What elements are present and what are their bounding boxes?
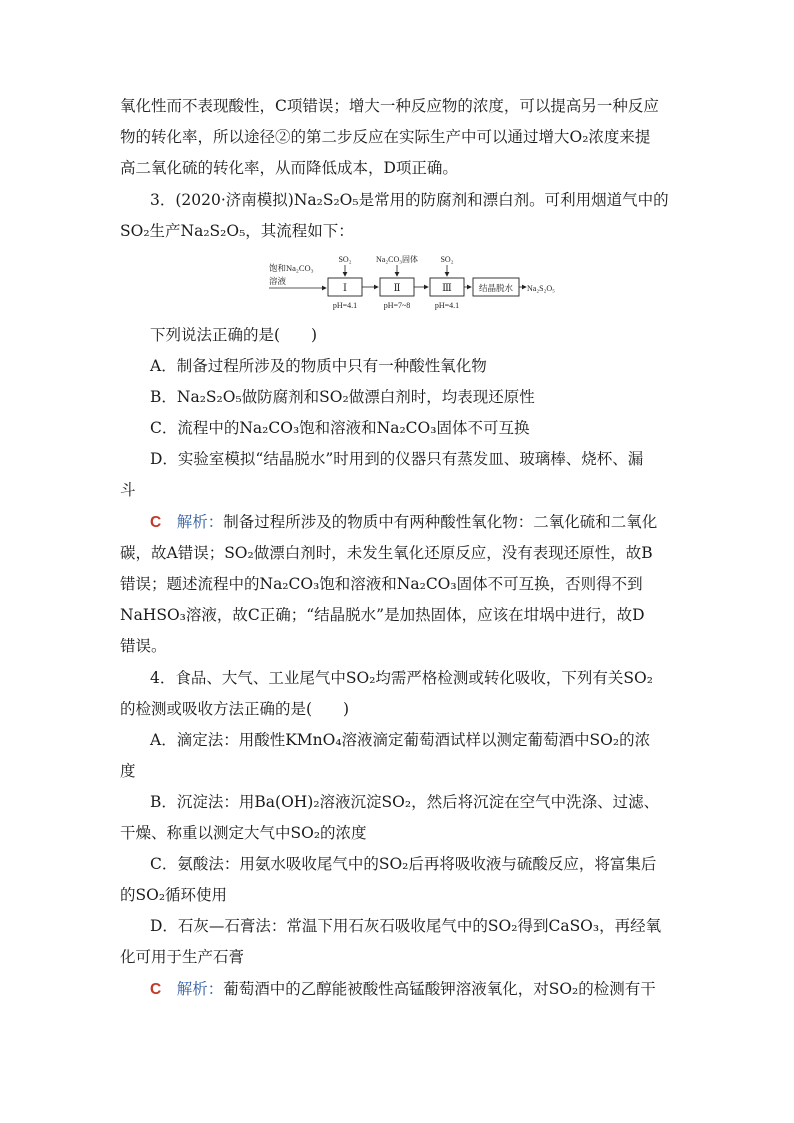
flow-reagent-label: Na₂CO₃固体 [375,255,419,264]
flow-ph-label: pH=7~8 [383,301,411,310]
question-4-stem: 的检测或吸收方法正确的是( ) [120,700,350,718]
process-flow-diagram [266,252,566,314]
option-d: D．石灰—石膏法：常温下用石灰石吸收尾气中的SO₂得到CaSO₃，再经氧 [150,917,662,935]
analysis-text: 制备过程所涉及的物质中有两种酸性氧化物：二氧化硫和二氧化 [223,513,658,531]
flow-box-label: Ⅱ [393,283,401,294]
question-4-stem: 4．食品、大气、工业尾气中SO₂均需严格检测或转化吸收，下列有关SO₂ [150,669,653,687]
answer-letter: C [150,981,162,998]
option-a: A．制备过程所涉及的物质中只有一种酸性氧化物 [150,357,487,375]
option-a: 度 [120,762,136,780]
text-line: 高二氧化硫的转化率，从而降低成本，D项正确。 [120,159,458,177]
option-b: B．Na₂S₂O₅做防腐剂和SO₂做漂白剂时，均表现还原性 [150,388,535,406]
text-line: 氧化性而不表现酸性，C项错误；增大一种反应物的浓度，可以提高另一种反应 [120,97,659,115]
flow-reagent-label: SO₂ [440,255,454,264]
flow-ph-label: pH=4.1 [434,301,460,310]
analysis-text: NaHSO₃溶液，故C正确；“结晶脱水”是加热固体，应该在坩埚中进行，故D [120,606,645,624]
analysis-text: 错误。 [120,637,167,655]
analysis-label: 解析： [176,980,224,998]
answer-analysis-4 [150,979,656,1000]
text-line: 物的转化率，所以途径②的第二步反应在实际生产中可以通过增大O₂浓度来提 [120,128,651,146]
flow-input-label: 溶液 [269,276,287,286]
analysis-label: 解析： [176,513,224,531]
option-d: D．实验室模拟“结晶脱水”时用到的仪器只有蒸发皿、玻璃棒、烧杯、漏 [150,450,644,468]
flow-reagent-label: SO₂ [338,255,352,264]
option-c: 的SO₂循环使用 [120,886,228,904]
answer-analysis-3 [150,512,657,533]
flow-box-label: 结晶脱水 [478,283,514,293]
option-d: 化可用于生产石膏 [120,948,245,966]
flow-box-label: Ⅲ [442,283,452,294]
question-3-stem: SO₂生产Na₂S₂O₅，其流程如下： [120,222,354,240]
option-c: C．氨酸法：用氨水吸收尾气中的SO₂后再将吸收液与硫酸反应，将富集后 [150,855,657,873]
option-b: B．沉淀法：用Ba(OH)₂溶液沉淀SO₂，然后将沉淀在空气中洗涤、过滤、 [150,793,660,811]
option-b: 干燥、称重以测定大气中SO₂的浓度 [120,824,367,842]
option-a: A．滴定法：用酸性KMnO₄溶液滴定葡萄酒试样以测定葡萄酒中SO₂的浓 [150,731,651,749]
analysis-text: 葡萄酒中的乙醇能被酸性高锰酸钾溶液氧化，对SO₂的检测有干 [223,980,656,998]
option-d: 斗 [120,481,136,499]
answer-letter: C [150,514,162,531]
flow-input-label: 饱和Na₂CO₃ [269,263,314,273]
flow-ph-label: pH=4.1 [332,301,358,310]
question-3-stem: 3．(2020·济南模拟)Na₂S₂O₅是常用的防腐剂和漂白剂。可利用烟道气中的 [150,191,669,209]
analysis-text: 碳，故A错误；SO₂做漂白剂时，未发生氧化还原反应，没有表现还原性，故B [120,544,653,562]
flow-box-label: Ⅰ [343,283,347,294]
analysis-text: 错误；题述流程中的Na₂CO₃饱和溶液和Na₂CO₃固体不可互换，否则得不到 [120,575,643,593]
question-3-ask: 下列说法正确的是( ) [150,326,318,344]
flow-product-label: Na₂S₂O₅ [527,284,555,293]
option-c: C．流程中的Na₂CO₃饱和溶液和Na₂CO₃固体不可互换 [150,419,530,437]
